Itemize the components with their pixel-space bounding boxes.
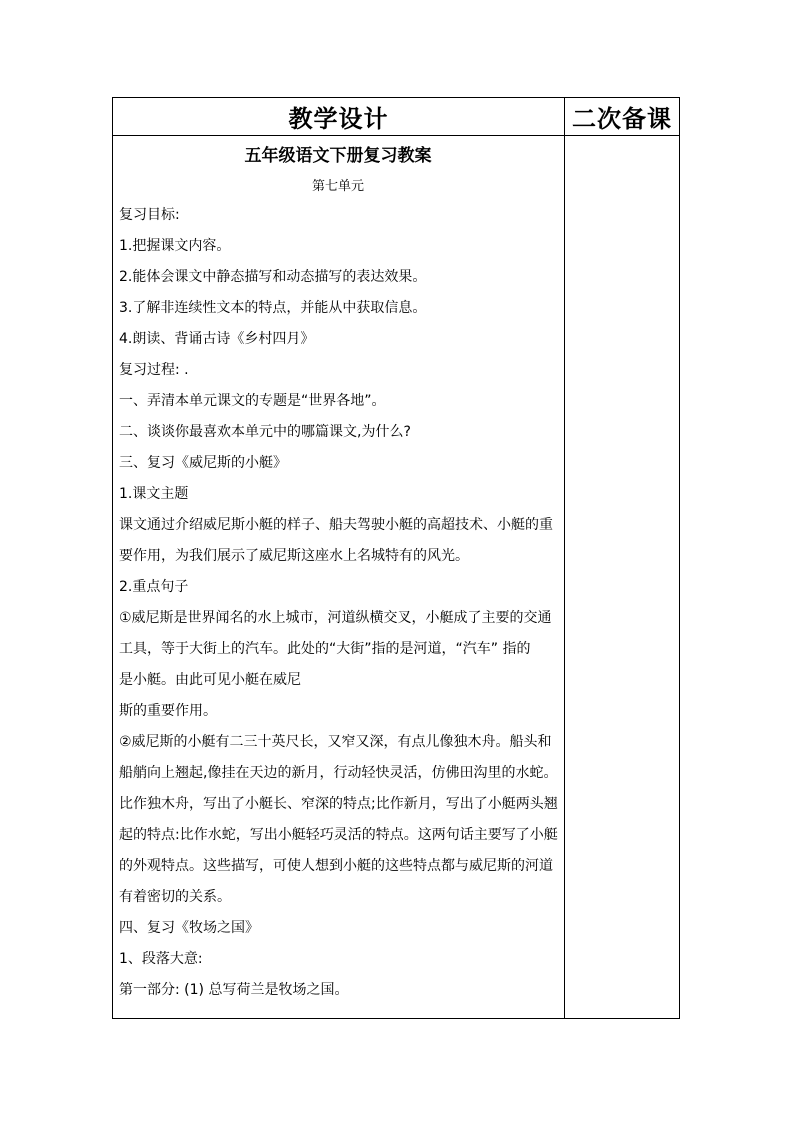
text-line: 四、复习《牧场之国》	[119, 920, 259, 936]
document-title: 五年级语文下册复习教案	[244, 146, 432, 166]
text-line: 起的特点:比作水蛇，写出小艇轻巧灵活的特点。这两句话主要写了小艇	[119, 827, 558, 843]
text-line: ①威尼斯是世界闻名的水上城市，河道纵横交叉，小艇成了主要的交通	[119, 610, 552, 626]
text-line: 比作独木舟，写出了小艇长、窄深的特点;比作新月，写出了小艇两头翘	[119, 796, 558, 812]
text-line: 课文通过介绍威尼斯小艇的样子、船夫驾驶小艇的高超技术、小艇的重	[119, 517, 553, 533]
text-line: ②威尼斯的小艇有二三十英尺长，又窄又深，有点儿像独木舟。船头和	[119, 734, 552, 750]
text-line: 要作用，为我们展示了威尼斯这座水上名城特有的风光。	[119, 548, 469, 564]
text-line: 3.了解非连续性文本的特点，并能从中获取信息。	[119, 300, 427, 316]
text-line: 船艄向上翘起,像挂在天边的新月，行动轻快灵活，仿佛田沟里的水蛇。	[119, 765, 558, 781]
second-preparation-header: 二次备课	[572, 105, 672, 133]
text-line: 有着密切的关系。	[119, 889, 231, 905]
text-line: 是小艇。由此可见小艇在威尼	[119, 672, 301, 688]
text-line: 2.重点句子	[119, 579, 189, 595]
text-line: 二、谈谈你最喜欢本单元中的哪篇课文,为什么?	[119, 424, 411, 440]
text-line: 1.课文主题	[119, 486, 189, 502]
text-line: 第一部分: (1) 总写荷兰是牧场之国。	[119, 982, 349, 998]
text-line: 的外观特点。这些描写，可使人想到小艇的这些特点都与威尼斯的河道	[119, 858, 553, 874]
lesson-plan-table	[112, 97, 680, 1019]
text-line: 斯的重要作用。	[119, 703, 217, 719]
lesson-content	[119, 136, 557, 1006]
column-divider	[564, 98, 565, 1018]
text-line: 三、复习《威尼斯的小艇》	[119, 455, 287, 471]
text-line: 1、段落大意:	[119, 951, 203, 967]
text-line: 1.把握课文内容。	[119, 238, 231, 254]
text-line: 4.朗读、背诵古诗《乡村四月》	[119, 331, 315, 347]
text-line: 复习过程: .	[119, 362, 189, 378]
text-line: 工具，等于大街上的汽车。此处的“大街”指的是河道，“汽车” 指的	[119, 641, 531, 657]
text-line: 2.能体会课文中静态描写和动态描写的表达效果。	[119, 269, 427, 285]
teaching-design-header: 教学设计	[288, 105, 389, 133]
unit-label: 第七单元	[311, 179, 364, 194]
text-line: 复习目标:	[119, 207, 180, 223]
text-line: 一、弄清本单元课文的专题是“世界各地”。	[119, 393, 386, 409]
